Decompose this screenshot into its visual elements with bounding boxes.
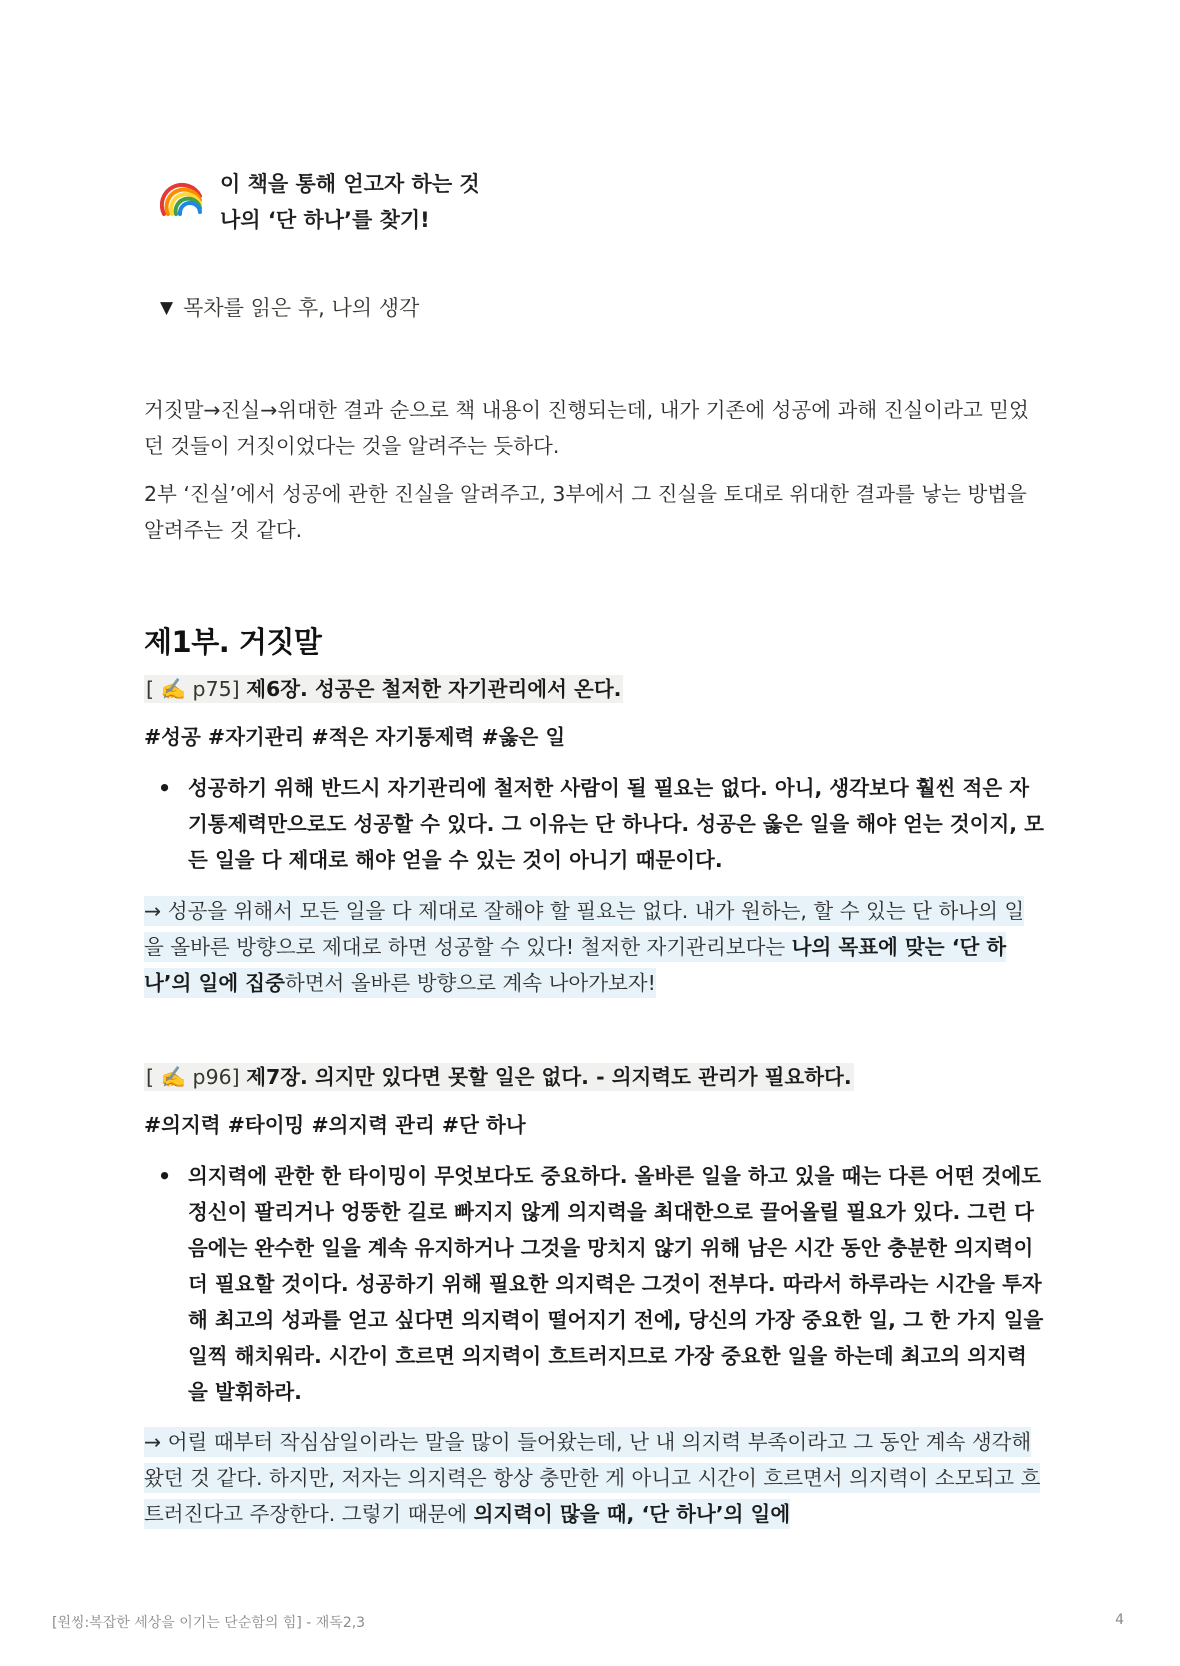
chapter-heading-2 — [144, 1060, 854, 1094]
page-number: 4 — [1115, 1612, 1124, 1628]
bullet-dot-icon: • — [158, 776, 172, 800]
list-item — [144, 770, 1044, 878]
callout-line-1: 이 책을 통해 얻고자 하는 것 — [220, 172, 480, 196]
note-2-text: → 어릴 때부터 작심삼일이라는 말을 많이 들어왔는데, 난 내 의지력 부족이라고 그 동안 계속 생각해왔던 것 같다. 하지만, 저자는 의지력은 항상 충만한 게 아니고 시간이 흐르면서 의지력이 소모되고 흐트러진다고 주장한다. 그렇기 때문에 — [144, 1430, 1041, 1526]
chapter-title-1: 제6장. 성공은 철저한 자기관리에서 온다. — [246, 677, 622, 701]
reflection-note-2 — [144, 1424, 1044, 1532]
toggle-label: 목차를 읽은 후, 나의 생각 — [183, 296, 420, 320]
footer-title: [원씽:복잡한 세상을 이기는 단순함의 힘] - 재독2,3 — [52, 1615, 366, 1631]
note-2-bold: 의지력이 많을 때, ‘단 하나’의 일에 — [473, 1502, 791, 1526]
note-1-bold: 나의 목표에 맞는 ‘단 하나’의 일에 집중 — [144, 935, 1007, 995]
note-1-text: → 성공을 위해서 모든 일을 다 제대로 잘해야 할 필요는 없다. 내가 원하는, 할 수 있는 단 하나의 일을 올바른 방향으로 제대로 하면 성공할 수 있다! 철저한 자기관리보다는 — [144, 899, 1025, 959]
page-ref-2: [ ✍️ p96] — [146, 1065, 240, 1089]
list-item — [144, 1158, 1044, 1410]
reflection-note-1 — [144, 893, 1044, 1001]
toc-toggle[interactable] — [160, 292, 419, 324]
hashtags-2: #의지력 #타이밍 #의지력 관리 #단 하나 — [144, 1113, 526, 1137]
page-ref-1: [ ✍️ p75] — [146, 677, 240, 701]
chapter-title-2: 제7장. 의지만 있다면 못할 일은 없다. - 의지력도 관리가 필요하다. — [246, 1065, 852, 1089]
toggle-triangle-icon[interactable]: ▼ — [160, 298, 174, 318]
hashtags-1: #성공 #자기관리 #적은 자기통제력 #옳은 일 — [144, 725, 566, 749]
intro-paragraph-1: 거짓말→진실→위대한 결과 순으로 책 내용이 진행되는데, 내가 기존에 성공에 과해 진실이라고 믿었던 것들이 거짓이었다는 것을 알려주는 듯하다. — [144, 398, 1029, 458]
bullet-dot-icon: • — [158, 1164, 172, 1188]
chapter-heading-1 — [144, 672, 623, 706]
note-1-end: 하면서 올바른 방향으로 계속 나아가보자! — [284, 971, 656, 995]
quote-text-1: 성공하기 위해 반드시 자기관리에 철저한 사람이 될 필요는 없다. 아니, 생각보다 훨씬 적은 자기통제력만으로도 성공할 수 있다. 그 이유는 단 하나다. 성공은 옳은 일을 해야 얻는 것이지, 모든 일을 다 제대로 해야 얻을 수 있는 것이 아니기 때문이다. — [188, 776, 1044, 872]
rainbow-icon — [160, 174, 204, 218]
goal-callout — [160, 166, 480, 238]
quote-text-2: 의지력에 관한 한 타이밍이 무엇보다도 중요하다. 올바른 일을 하고 있을 때는 다른 어떤 것에도 정신이 팔리거나 엉뚱한 길로 빠지지 않게 의지력을 최대한으로 끌어올릴 필요가 있다. 그런 다음에는 완수한 일을 계속 유지하거나 그것을 망치지 않기 위해 남은 시간 동안 충분한 의지력이 더 필요할 것이다. 성공하기 위해 필요한 의지력은 그것이 전부다. 따라서 하루라는 시간을 투자해 최고의 성과를 얻고 싶다면 의지력이 떨어지기 전에, 당신의 가장 중요한 일, 그 한 가지 일을 일찍 해치워라. 시간이 흐르면 의지력이 흐트러지므로 가장 중요한 일을 하는데 최고의 의지력을 발휘하라. — [188, 1164, 1044, 1404]
intro-paragraph-2: 2부 ‘진실’에서 성공에 관한 진실을 알려주고, 3부에서 그 진실을 토대로 위대한 결과를 낳는 방법을 알려주는 것 같다. — [144, 482, 1027, 542]
section-heading: 제1부. 거짓말 — [144, 625, 322, 659]
callout-line-2: 나의 ‘단 하나’를 찾기! — [220, 208, 430, 232]
